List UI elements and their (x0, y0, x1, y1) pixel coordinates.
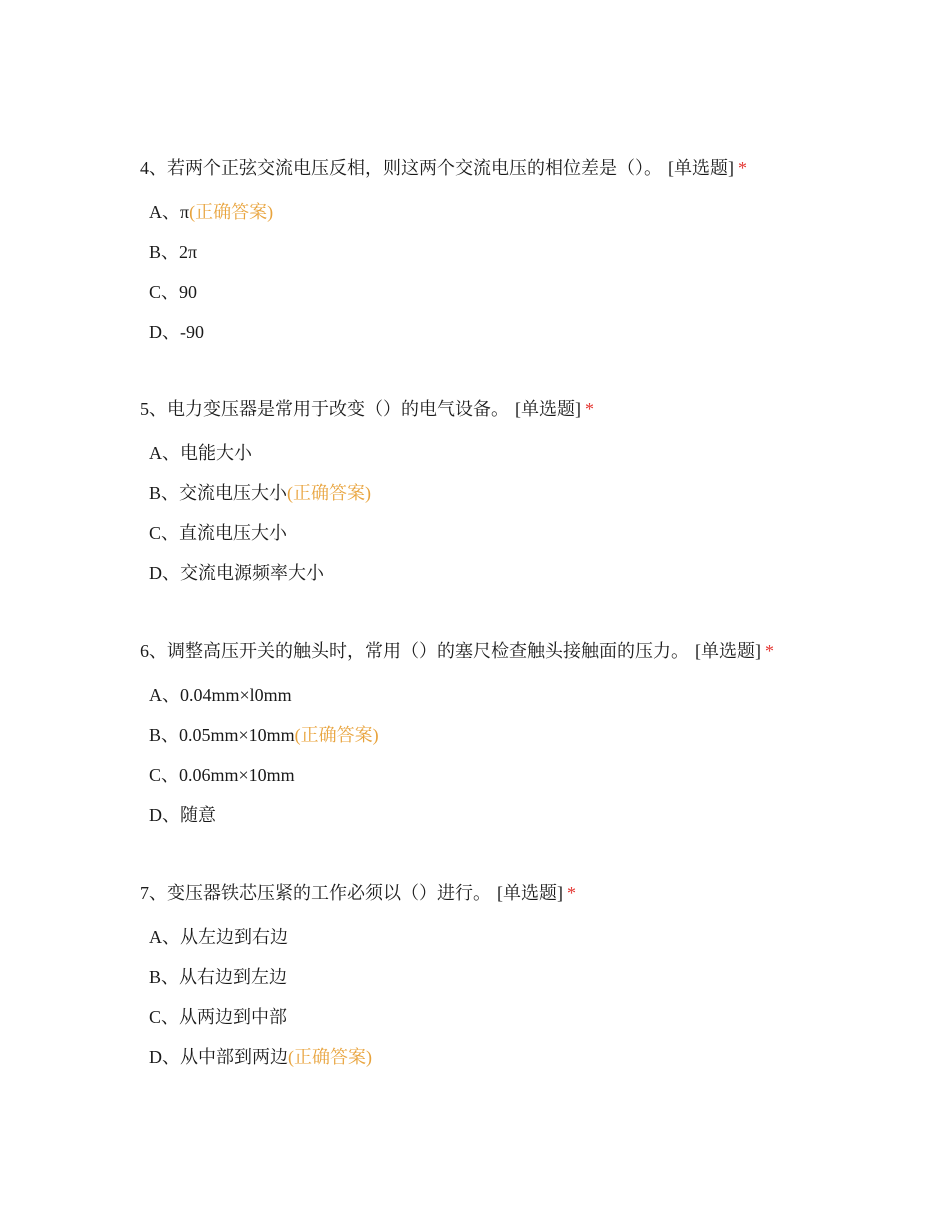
question-text: 调整高压开关的触头时，常用（）的塞尺检查触头接触面的压力。 (167, 641, 689, 661)
option-list (140, 441, 900, 585)
option-c[interactable] (149, 280, 900, 304)
option-c[interactable] (149, 521, 900, 545)
option-a[interactable] (149, 683, 900, 707)
option-text: 直流电压大小 (179, 523, 288, 543)
option-letter: C、 (149, 523, 180, 543)
option-letter: A、 (149, 685, 180, 705)
question-number: 6、 (140, 641, 167, 661)
question-type: [单选题] (515, 399, 581, 419)
option-text: 从两边到中部 (179, 1007, 288, 1027)
correct-answer-label: (正确答案) (287, 483, 372, 503)
option-letter: B、 (149, 725, 180, 745)
option-b[interactable] (149, 965, 900, 989)
option-d[interactable] (149, 320, 900, 344)
option-letter: A、 (149, 443, 180, 463)
option-text: 电能大小 (180, 443, 252, 463)
option-letter: D、 (149, 1047, 180, 1067)
correct-answer-label: (正确答案) (288, 1047, 372, 1067)
required-marker: * (738, 158, 747, 178)
question-number: 7、 (140, 883, 167, 903)
option-letter: D、 (149, 805, 180, 825)
question-7 (140, 881, 900, 1085)
question-title (140, 397, 900, 421)
question-title (140, 156, 900, 180)
option-d[interactable] (149, 1045, 900, 1069)
option-list (140, 200, 900, 344)
correct-answer-label: (正确答案) (294, 725, 379, 745)
option-text: -90 (180, 322, 204, 342)
question-number: 5、 (140, 399, 167, 419)
option-text: π (180, 202, 190, 222)
option-text: 0.04mm×l0mm (180, 685, 292, 705)
required-marker: * (585, 399, 594, 419)
option-a[interactable] (149, 200, 900, 224)
question-text: 电力变压器是常用于改变（）的电气设备。 (167, 399, 509, 419)
required-marker: * (567, 883, 576, 903)
question-type: [单选题] (497, 883, 563, 903)
option-a[interactable] (149, 441, 900, 465)
option-a[interactable] (149, 925, 900, 949)
option-letter: B、 (149, 242, 180, 262)
option-letter: C、 (149, 765, 180, 785)
option-letter: D、 (149, 322, 180, 342)
option-letter: C、 (149, 282, 180, 302)
option-letter: B、 (149, 483, 180, 503)
option-list (140, 683, 900, 827)
option-c[interactable] (149, 1005, 900, 1029)
option-text: 随意 (180, 805, 216, 825)
option-letter: D、 (149, 563, 180, 583)
option-letter: A、 (149, 202, 180, 222)
question-6 (140, 639, 900, 843)
option-text: 从中部到两边 (180, 1047, 288, 1067)
option-text: 0.06mm×10mm (179, 765, 295, 785)
question-4 (140, 156, 900, 360)
option-text: 从左边到右边 (180, 927, 288, 947)
option-text: 2π (179, 242, 198, 262)
option-text: 交流电源频率大小 (180, 563, 324, 583)
option-b[interactable] (149, 723, 900, 747)
question-type: [单选题] (668, 158, 734, 178)
option-letter: B、 (149, 967, 180, 987)
option-letter: C、 (149, 1007, 180, 1027)
required-marker: * (765, 641, 774, 661)
option-letter: A、 (149, 927, 180, 947)
question-text: 变压器铁芯压紧的工作必须以（）进行。 (167, 883, 491, 903)
question-title (140, 639, 900, 663)
option-c[interactable] (149, 763, 900, 787)
option-b[interactable] (149, 240, 900, 264)
question-number: 4、 (140, 158, 167, 178)
correct-answer-label: (正确答案) (189, 202, 274, 222)
option-text: 从右边到左边 (179, 967, 288, 987)
question-type: [单选题] (695, 641, 761, 661)
option-text: 交流电压大小 (179, 483, 288, 503)
question-text: 若两个正弦交流电压反相，则这两个交流电压的相位差是（）。 (167, 158, 662, 178)
question-5 (140, 397, 900, 601)
option-list (140, 925, 900, 1069)
option-d[interactable] (149, 803, 900, 827)
option-text: 0.05mm×10mm (179, 725, 295, 745)
option-d[interactable] (149, 561, 900, 585)
option-b[interactable] (149, 481, 900, 505)
option-text: 90 (179, 282, 198, 302)
question-title (140, 881, 900, 905)
